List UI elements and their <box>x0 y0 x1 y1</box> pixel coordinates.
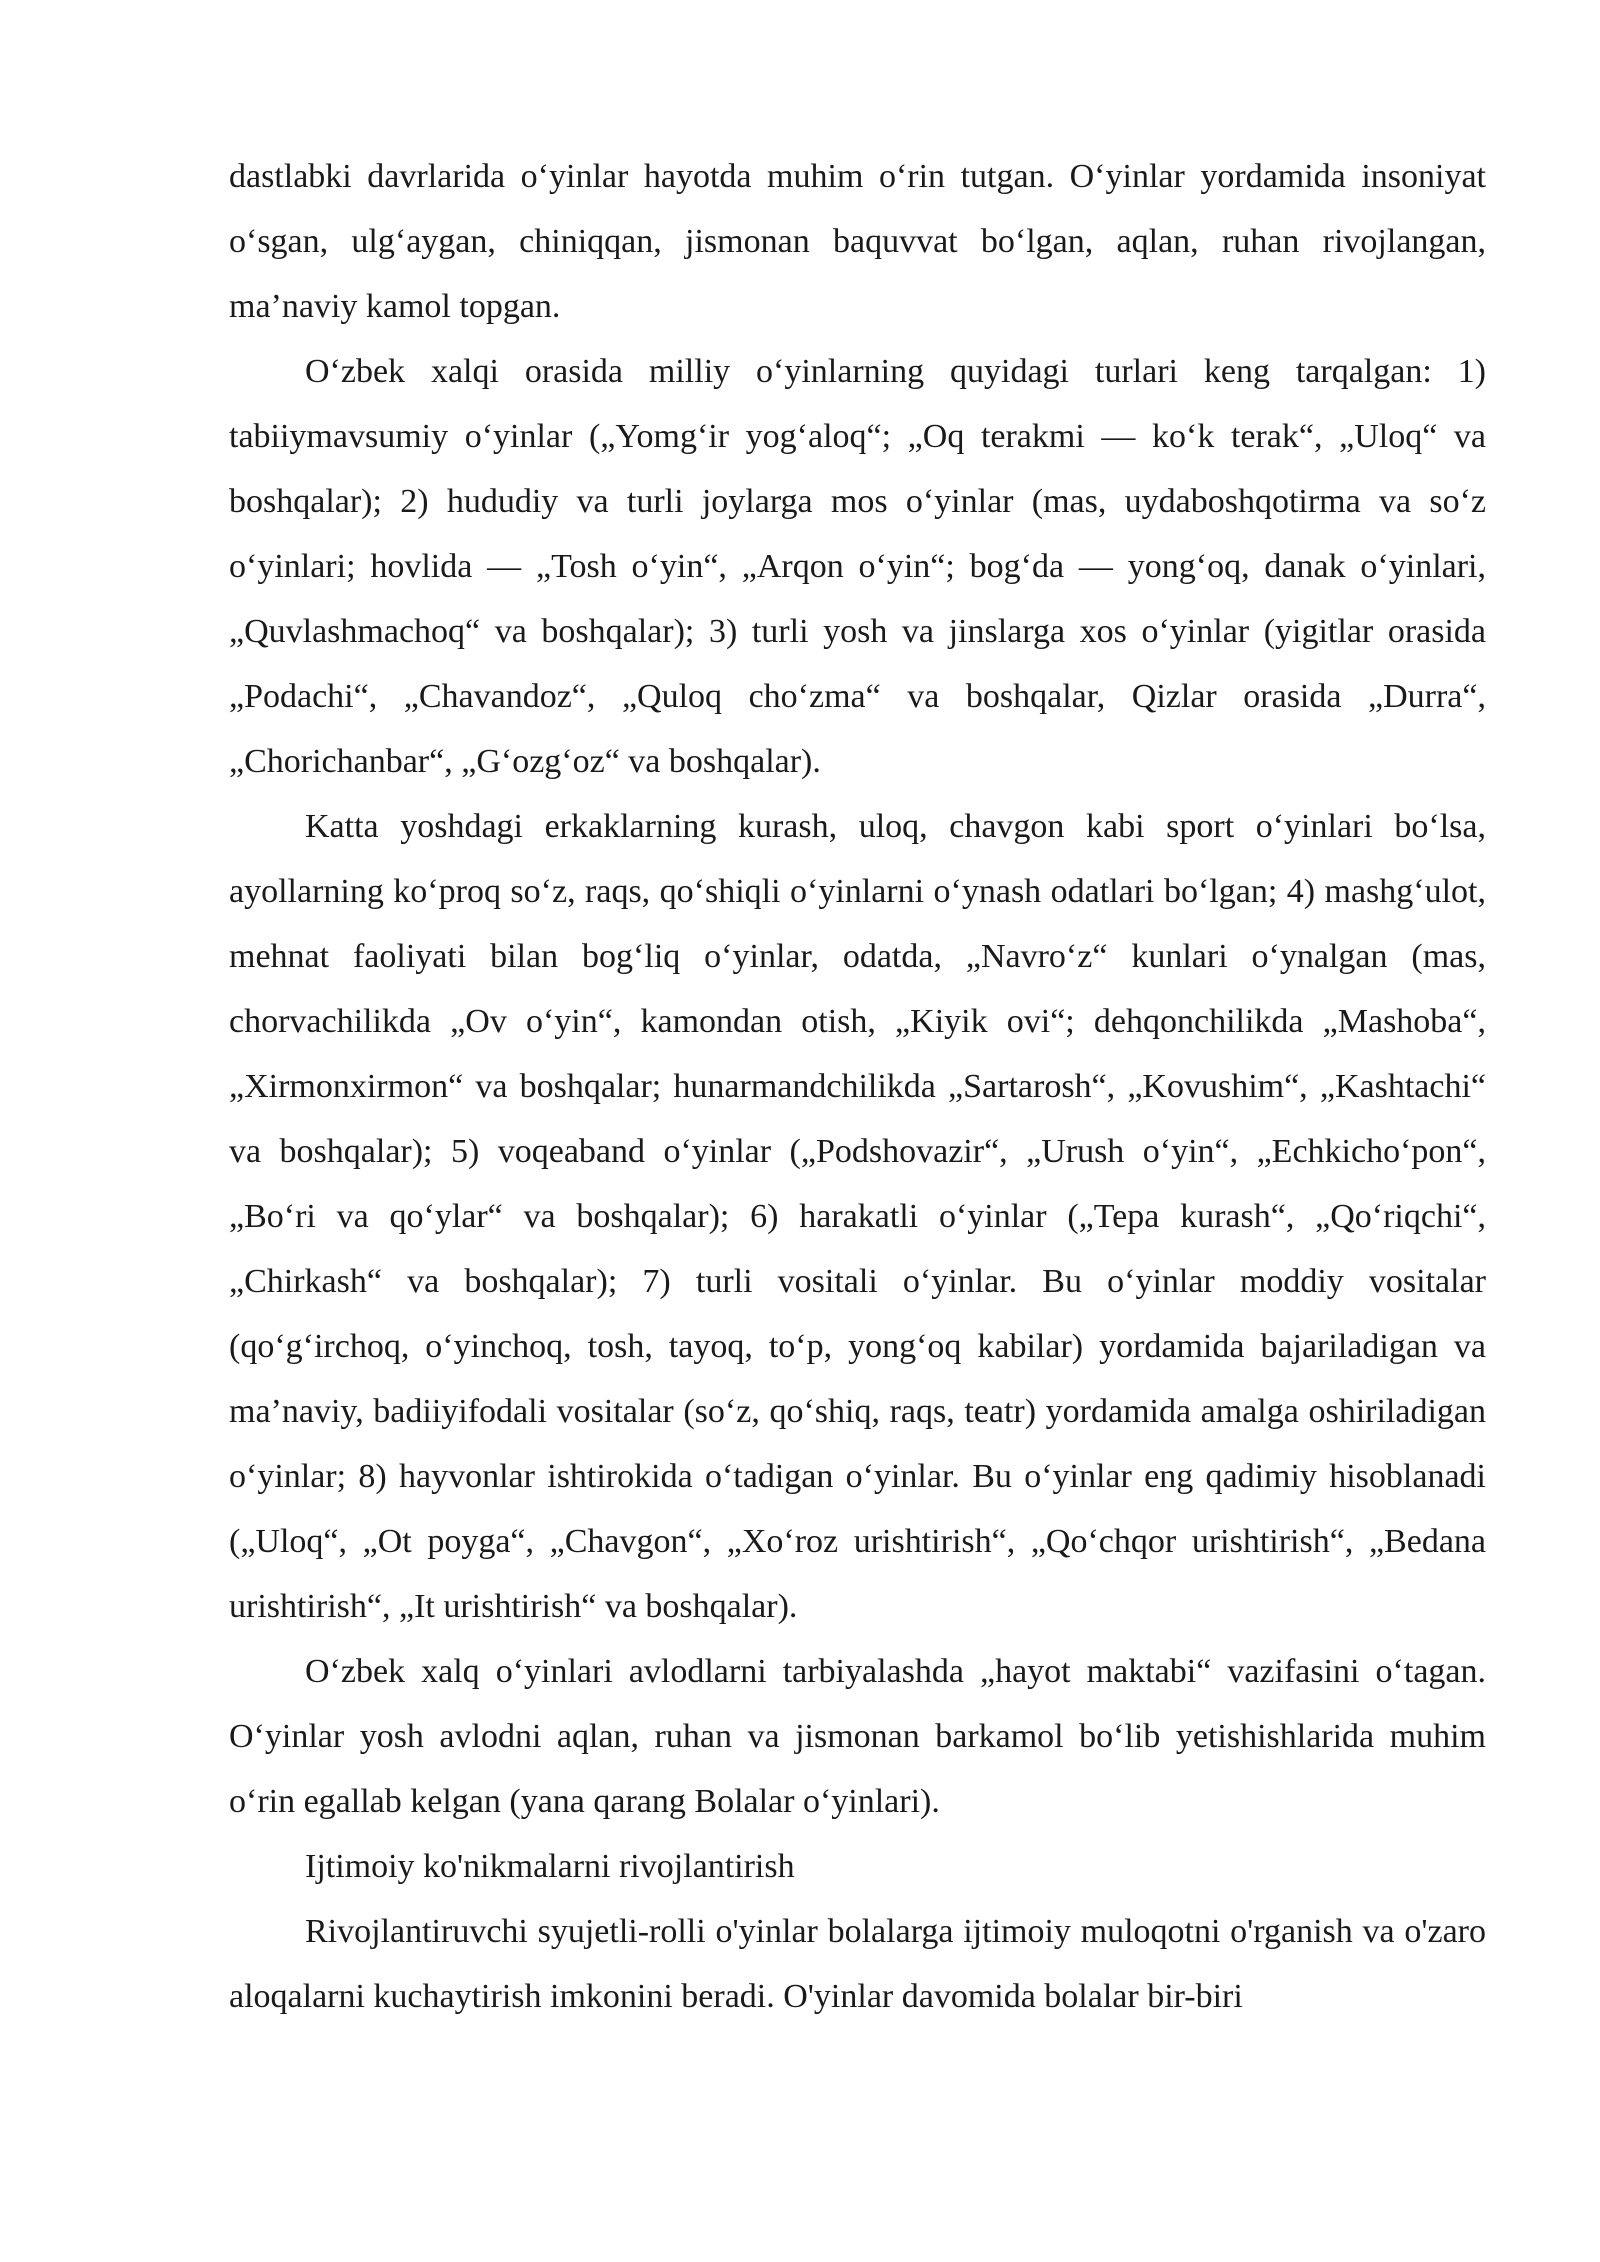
paragraph-role-play: Rivojlantiruvchi syujetli-rolli o'yinlar bolalarga ijtimoiy muloqotni o'rganish va o'zaro aloqalarni kuchaytirish imkonini beradi. O'yinlar davomida bolalar bir-biri <box>229 1913 1486 2015</box>
document-page <box>229 144 1486 2029</box>
section-heading-social-skills: Ijtimoiy ko'nikmalarni rivojlantirish <box>305 1848 795 1885</box>
paragraph-life-school: O‘zbek xalq o‘yinlari avlodlarni tarbiyalashda „hayot maktabi“ vazifasini o‘tagan. O‘yinlar yosh avlodni aqlan, ruhan va jismonan barkamol bo‘lib yetishishlarida muhim o‘rin egallab kelgan (yana qarang Bolalar o‘yinlari). <box>229 1653 1486 1820</box>
paragraph-continuation: dastlabki davrlarida o‘yinlar hayotda muhim o‘rin tutgan. O‘yinlar yordamida insoniyat o‘sgan, ulg‘aygan, chiniqqan, jismonan baquvvat bo‘lgan, aqlan, ruhan rivojlangan, ma’naviy kamol topgan. <box>229 158 1486 325</box>
paragraph-adult-games: Katta yoshdagi erkaklarning kurash, uloq, chavgon kabi sport o‘yinlari bo‘lsa, ayollarning ko‘proq so‘z, raqs, qo‘shiqli o‘yinlarni o‘ynash odatlari bo‘lgan; 4) mashg‘ulot, mehnat faoliyati bilan bog‘liq o‘yinlar, odatda, „Navro‘z“ kunlari o‘ynalgan (mas, chorvachilikda „Ov o‘yin“, kamondan otish, „Kiyik ovi“; dehqonchilikda „Mashoba“, „Xirmonxirmon“ va boshqalar; hunarmandchilikda „Sartarosh“, „Kovushim“, „Kashtachi“ va boshqalar); 5) voqeaband o‘yinlar („Podshovazir“, „Urush o‘yin“, „Echkicho‘pon“, „Bo‘ri va qo‘ylar“ va boshqalar); 6) harakatli o‘yinlar („Tepa kurash“, „Qo‘riqchi“, „Chirkash“ va boshqalar); 7) turli vositali o‘yinlar. Bu o‘yinlar moddiy vositalar (qo‘g‘irchoq, o‘yinchoq, tosh, tayoq, to‘p, yong‘oq kabilar) yordamida bajariladigan va ma’naviy, badiiyifodali vositalar (so‘z, qo‘shiq, raqs, teatr) yordamida amalga oshiriladigan o‘yinlar; 8) hayvonlar ishtirokida o‘tadigan o‘yinlar. Bu o‘yinlar eng qadimiy hisoblanadi („Uloq“, „Ot poyga“, „Chavgon“, „Xo‘roz urishtirish“, „Qo‘chqor urishtirish“, „Bedana urishtirish“, „It urishtirish“ va boshqalar). <box>229 808 1486 1625</box>
paragraph-game-types: O‘zbek xalqi orasida milliy o‘yinlarning quyidagi turlari keng tarqalgan: 1) tabiiymavsumiy o‘yinlar („Yomg‘ir yog‘aloq“; „Oq terakmi — ko‘k terak“, „Uloq“ va boshqalar); 2) hududiy va turli joylarga mos o‘yinlar (mas, uydaboshqotirma va so‘z o‘yinlari; hovlida — „Tosh o‘yin“, „Arqon o‘yin“; bog‘da — yong‘oq, danak o‘yinlari, „Quvlashmachoq“ va boshqalar); 3) turli yosh va jinslarga xos o‘yinlar (yigitlar orasida „Podachi“, „Chavandoz“, „Quloq cho‘zma“ va boshqalar, Qizlar orasida „Durra“, „Chorichanbar“, „G‘ozg‘oz“ va boshqalar). <box>229 353 1486 780</box>
